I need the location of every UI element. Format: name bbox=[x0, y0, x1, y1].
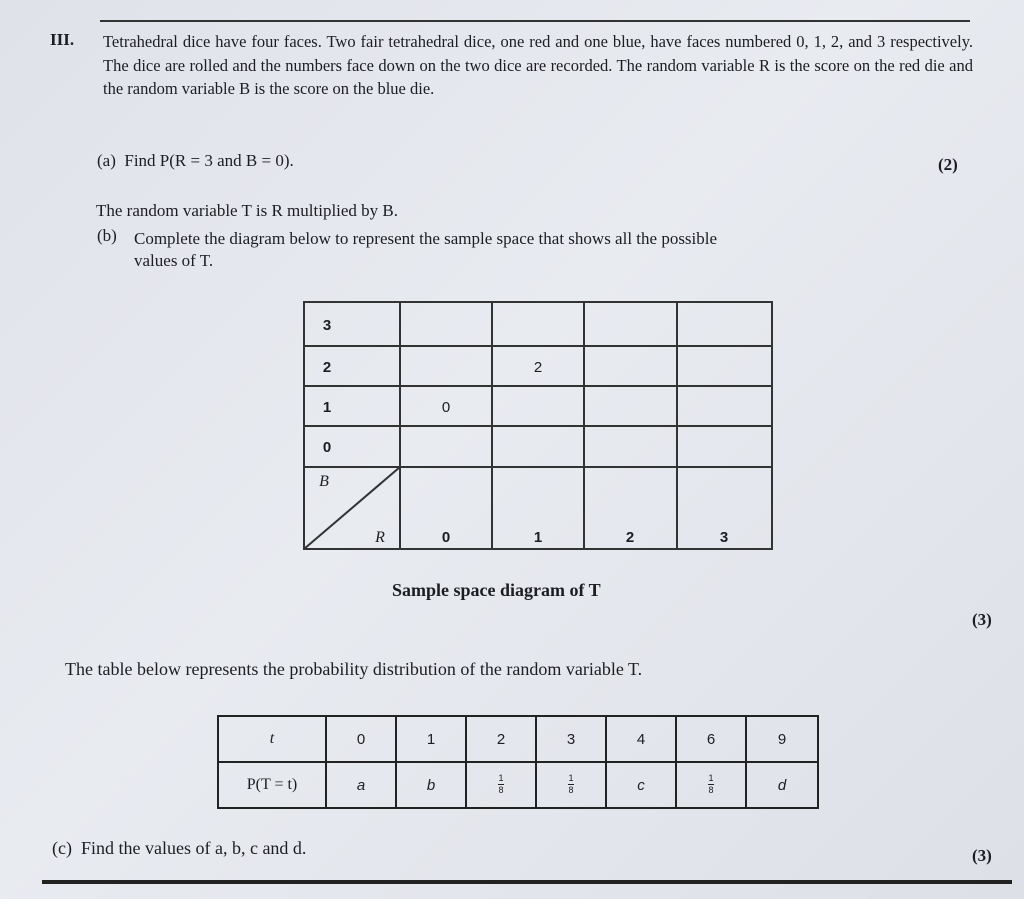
p-value-a: a bbox=[326, 762, 396, 808]
part-b-marks: (3) bbox=[972, 610, 992, 629]
grid-lines bbox=[304, 302, 772, 549]
t-value: 9 bbox=[746, 716, 818, 762]
question-number: III. bbox=[50, 30, 75, 49]
p-value-frac bbox=[536, 762, 606, 808]
t-value: 3 bbox=[536, 716, 606, 762]
t-value: 4 bbox=[606, 716, 676, 762]
p-value-d: d bbox=[746, 762, 818, 808]
b-value-1: 1 bbox=[322, 399, 332, 416]
header-p: P(T = t) bbox=[218, 762, 326, 808]
b-value-2: 2 bbox=[322, 359, 332, 376]
diagram-caption: Sample space diagram of T bbox=[392, 580, 601, 600]
distribution-intro: The table below represents the probability distribution of the random variable T. bbox=[65, 659, 643, 679]
part-b-label: (b) bbox=[97, 226, 117, 245]
t-value: 1 bbox=[396, 716, 466, 762]
part-a-label: (a) bbox=[97, 151, 116, 170]
cell-b2-r1: 2 bbox=[533, 359, 543, 376]
b-value-0: 0 bbox=[322, 439, 332, 456]
part-c-marks: (3) bbox=[972, 846, 992, 865]
part-c-text: Find the values of a, b, c and d. bbox=[80, 838, 307, 858]
probability-table bbox=[217, 715, 819, 809]
sample-space-diagram bbox=[300, 300, 776, 554]
part-a bbox=[97, 151, 294, 171]
part-c bbox=[52, 838, 306, 859]
p-value-b: b bbox=[396, 762, 466, 808]
part-a-marks: (2) bbox=[938, 155, 958, 174]
question-intro: Tetrahedral dice have four faces. Two fair tetrahedral dice, one red and one blue, have faces numbered 0, 1, 2, and 3 respectively. The dice are rolled and the numbers face down on the two dice are recorded. The random variable R is the score on the red die and the random variable B is the score on the blue die. bbox=[103, 32, 973, 98]
part-b-text: Complete the diagram below to represent the sample space that shows all the possible bbox=[134, 229, 718, 248]
define-t: The random variable T is R multiplied by B. bbox=[96, 201, 399, 220]
r-axis-label: R bbox=[375, 529, 385, 546]
r-value-3: 3 bbox=[719, 529, 729, 546]
t-value: 6 bbox=[676, 716, 746, 762]
p-value-frac bbox=[466, 762, 536, 808]
r-value-0: 0 bbox=[441, 529, 451, 546]
t-value: 2 bbox=[466, 716, 536, 762]
p-value-frac bbox=[676, 762, 746, 808]
r-value-2: 2 bbox=[625, 529, 635, 546]
bottom-rule bbox=[42, 880, 1012, 884]
table-row bbox=[218, 716, 818, 762]
fraction-one-eighth: $\frac{1}{8}$ bbox=[498, 772, 504, 795]
part-a-text: Find P(R = 3 and B = 0). bbox=[124, 151, 294, 170]
p-value-c: c bbox=[606, 762, 676, 808]
b-value-3: 3 bbox=[322, 317, 332, 334]
cell-b1-r0: 0 bbox=[441, 399, 451, 416]
top-rule bbox=[100, 20, 970, 22]
table-row bbox=[218, 762, 818, 808]
fraction-one-eighth: $\frac{1}{8}$ bbox=[708, 772, 714, 795]
r-value-1: 1 bbox=[533, 529, 543, 546]
part-c-label: (c) bbox=[52, 838, 72, 858]
header-t: t bbox=[218, 716, 326, 762]
b-axis-label: B bbox=[319, 473, 329, 490]
part-b-text-2: values of T. bbox=[134, 251, 214, 270]
t-value: 0 bbox=[326, 716, 396, 762]
fraction-one-eighth: $\frac{1}{8}$ bbox=[568, 772, 574, 795]
